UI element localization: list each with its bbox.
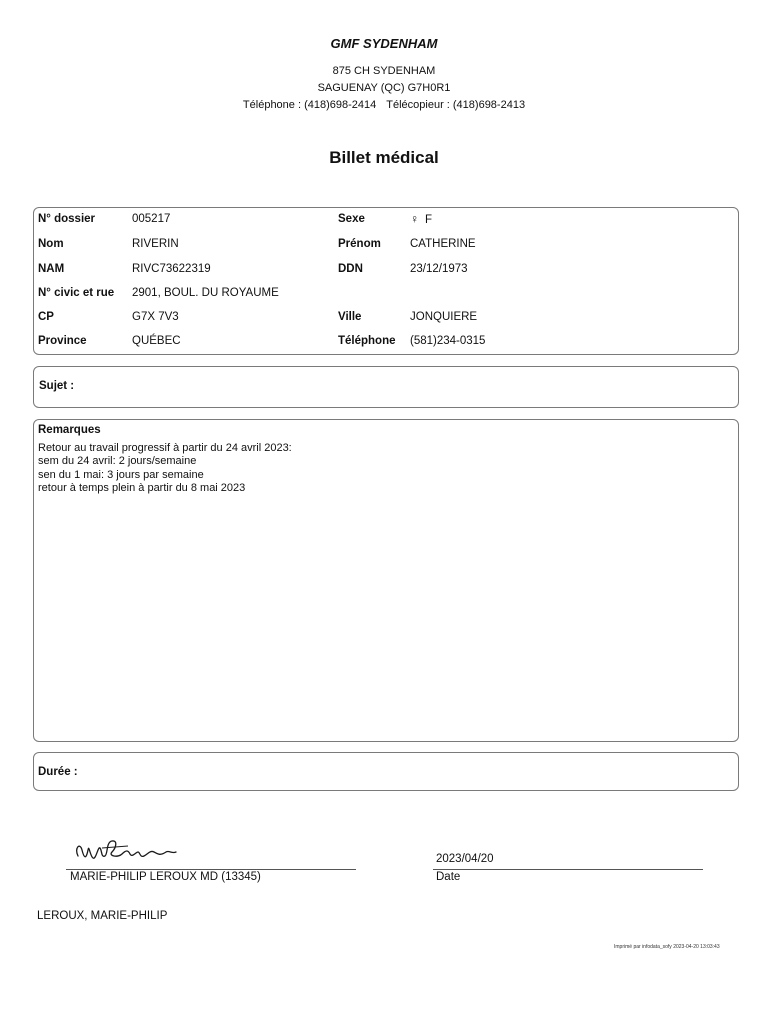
nom-value: RIVERIN: [132, 238, 179, 250]
clinic-phone: Téléphone : (418)698-2414: [242, 99, 377, 111]
civic-label: N° civic et rue: [38, 287, 115, 299]
duration-label: Durée :: [38, 766, 78, 778]
physician-fullname: LEROUX, MARIE-PHILIP: [37, 910, 168, 922]
remarks-panel: [33, 419, 739, 742]
physician-name: MARIE-PHILIP LEROUX MD (13345): [70, 871, 261, 883]
dossier-value: 005217: [132, 213, 171, 225]
nom-label: Nom: [38, 238, 64, 250]
ville-label: Ville: [338, 311, 362, 323]
remarks-label: Remarques: [38, 424, 101, 436]
physician-signature: [72, 836, 182, 866]
ddn-label: DDN: [338, 263, 363, 275]
clinic-address-city: SAGUENAY (QC) G7H0R1: [317, 82, 451, 94]
cp-label: CP: [38, 311, 54, 323]
cp-value: G7X 7V3: [132, 311, 179, 323]
date-label: Date: [436, 871, 461, 883]
subject-panel: [33, 366, 739, 408]
clinic-address-street: 875 CH SYDENHAM: [332, 65, 436, 77]
civic-value: 2901, BOUL. DU ROYAUME: [132, 287, 279, 299]
province-value: QUÉBEC: [132, 335, 181, 347]
sexe-value: F: [425, 214, 433, 226]
remarks-line: Retour au travail progressif à partir du 24 avril 2023:: [38, 442, 292, 454]
printed-footer: Imprimé par infodata_sofy 2023-04-20 13:03:43: [614, 944, 720, 950]
ddn-value: 23/12/1973: [410, 263, 468, 275]
ville-value: JONQUIERE: [410, 311, 478, 323]
remarks-line: retour à temps plein à partir du 8 mai 2023: [38, 482, 246, 495]
prenom-label: Prénom: [338, 238, 381, 250]
document-title: Billet médical: [329, 148, 439, 167]
remarks-text: [38, 442, 292, 496]
dossier-label: N° dossier: [38, 213, 96, 225]
telephone-value: (581)234-0315: [410, 335, 486, 347]
prenom-value: CATHERINE: [410, 238, 476, 250]
remarks-line: sen du 1 mai: 3 jours par semaine: [38, 468, 204, 481]
date-line: [433, 869, 703, 870]
clinic-fax: Télécopieur : (418)698-2413: [386, 99, 526, 111]
subject-label: Sujet :: [39, 380, 75, 392]
sexe-label: Sexe: [338, 213, 365, 225]
province-label: Province: [38, 335, 87, 347]
remarks-line: sem du 24 avril: 2 jours/semaine: [38, 455, 197, 468]
nam-value: RIVC73622319: [132, 263, 211, 275]
duration-panel: [33, 752, 739, 791]
clinic-name: GMF SYDENHAM: [330, 36, 438, 51]
clinic-contact-line: [0, 99, 768, 111]
female-icon: ♀: [410, 212, 419, 226]
patient-info-panel: [33, 207, 739, 355]
date-value: 2023/04/20: [436, 853, 494, 865]
signature-line: [66, 869, 356, 870]
sexe-field: [410, 212, 432, 226]
nam-label: NAM: [38, 263, 65, 275]
telephone-label: Téléphone: [338, 335, 396, 347]
